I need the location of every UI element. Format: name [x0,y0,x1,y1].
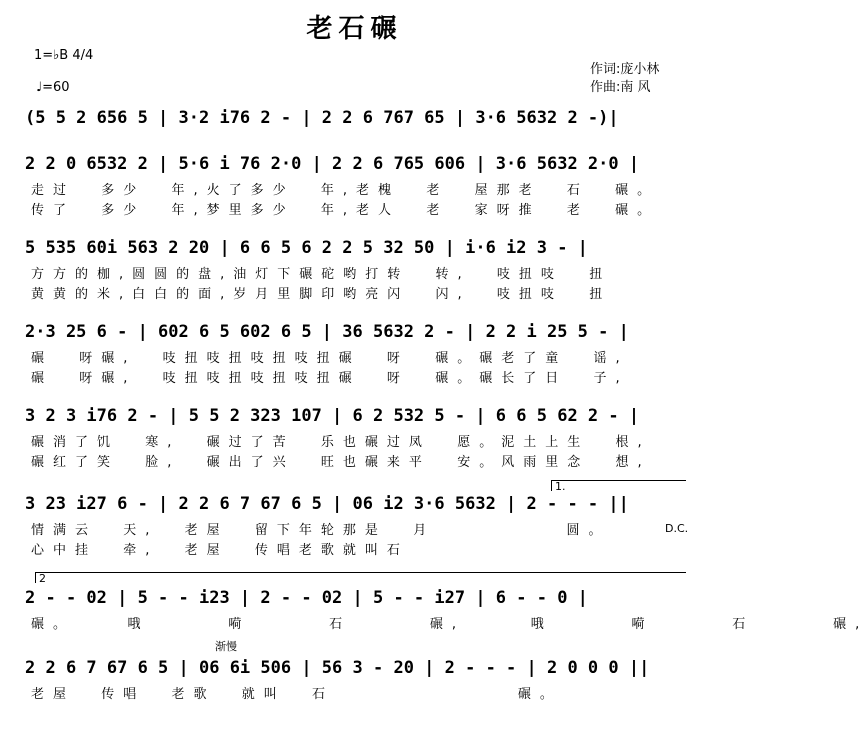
lyric-line: 碾。 哦 嗬 石 碾, 哦 嗬 石 碾, [31,617,868,632]
dc-marking: D.C. [665,522,689,535]
lyric-verse-1: 走过 多少 年,火了多少 年,老槐 老 屋那老 石 碾。 [31,183,660,198]
notes: 2 2 0 6532 2 | 5·6 i 76 2·0 | 2 2 6 765 606 | 3·6 5632 2·0 | [25,154,640,174]
lyric-verse-1: 碾 呀碾, 吱扭吱扭吱扭吱扭碾 呀 碾。碾老了童 谣, [31,351,629,366]
volta-2-label: 2 [39,572,46,585]
notes: 2 2 6 7 67 6 5 | 06 6i 506 | 56 3 - 20 | 2 - - - | 2 0 0 0 || [25,658,650,678]
notes: 2·3 25 6 - | 602 6 5 602 6 5 | 36 5632 2 - | 2 2 i 25 5 - | [25,322,629,342]
lyric-verse-2: 碾 呀碾, 吱扭吱扭吱扭吱扭碾 呀 碾。碾长了日 子, [31,371,629,386]
lyric-verse-2: 心中挂 牵, 老屋 传唱老歌就叫石 [31,543,409,558]
notes: 3 23 i27 6 - | 2 2 6 7 67 6 5 | 06 i2 3·6 5632 | 2 - - - || [25,494,629,514]
lyric-line: 老屋 传唱 老歌 就叫 石 碾。 [31,687,562,702]
volta-1-label: 1. [555,480,566,493]
lyric-verse-2: 黄黄的米,白白的面,岁月里脚印哟亮闪 闪, 吱扭吱 扭 [31,287,612,302]
volta-2-bracket [35,572,686,583]
notes: 3 2 3 i76 2 - | 5 5 2 323 107 | 6 2 532 5 - | 6 6 5 62 2 - | [25,406,640,426]
slowing-marking: 渐慢 [215,640,237,653]
lyric-verse-2: 碾红了笑 脸, 碾出了兴 旺也碾来平 安。风雨里念 想, [31,455,651,470]
lyricist-credit: 作词:庞小林 [590,62,660,77]
lyric-verse-1: 情满云 天, 老屋 留下年轮那是 月 圆。 [31,523,611,538]
song-title: 老石碾 [306,14,403,44]
lyric-verse-1: 碾消了饥 寒, 碾过了苦 乐也碾过凤 愿。泥土上生 根, [31,435,651,450]
notes: 5 535 60i 563 2 20 | 6 6 5 6 2 2 5 32 50 | i·6 i2 3 - | [25,238,588,258]
notes: (5 5 2 656 5 | 3·2 i76 2 - | 2 2 6 767 65 | 3·6 5632 2 -)| [25,108,619,128]
lyric-verse-1: 方方的枷,圆圆的盘,油灯下碾砣哟打转 转, 吱扭吱 扭 [31,267,612,282]
key-signature: 1=♭B 4/4 [34,48,94,63]
tempo-marking: ♩=60 [36,80,70,95]
composer-credit: 作曲:南 风 [590,80,651,95]
notes: 2 - - 02 | 5 - - i23 | 2 - - 02 | 5 - - i27 | 6 - - 0 | [25,588,588,608]
volta-1-bracket [551,480,686,491]
lyric-verse-2: 传了 多少 年,梦里多少 年,老人 老 家呀推 老 碾。 [31,203,660,218]
